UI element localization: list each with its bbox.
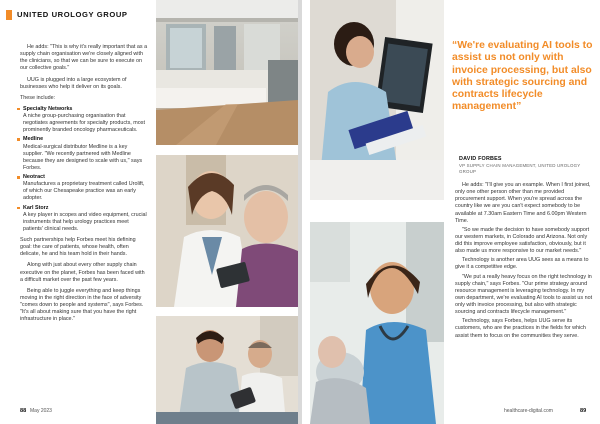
list-item [20, 174, 148, 203]
paragraph: He adds: "This is why it's really important that as a supply chain organisation we're closely aligned with the clinicians, so that we can be sure to execute on our collective goals." [20, 44, 148, 72]
left-text-column [20, 44, 148, 327]
quote-author-role: VP SUPPLY CHAIN MANAGEMENT, UNITED UROLOGY GROUP [459, 163, 581, 174]
list-item-title: Karl Storz [23, 204, 49, 211]
section-marker [6, 10, 12, 20]
list-item-title: Specialty Networks [23, 105, 73, 112]
section-title: UNITED UROLOGY GROUP [17, 10, 128, 19]
issue-date: May 2023 [30, 408, 52, 414]
quote-author: DAVID FORBES [459, 156, 502, 162]
partner-list [20, 106, 148, 233]
clinician-computer-photo [310, 0, 444, 200]
list-item-text: Medical-surgical distributor Medline is a key supplier. "We recently partnered with Medline because they are designed to scale with us," says Forbes. [23, 143, 143, 171]
list-item-text: A key player in scopes and video equipment, crucial instruments that help urology practices meet patients' clinical needs. [23, 211, 147, 232]
page-number: 88 [20, 408, 27, 414]
right-page [302, 0, 600, 424]
paragraph: "We put a really heavy focus on the right technology in supply chain," says Forbes. "Our prime strategy around resource management is leveraging technology. In my own department, we're evaluating AI tools to assist us not only with invoice processing, but also with strategic sourcing and contracts lifecycle management." [455, 273, 593, 316]
left-page [0, 0, 298, 424]
page-number: 89 [580, 408, 587, 414]
list-item-title: Neotract [23, 174, 45, 180]
paragraph: "So we made the decision to have somebody support our western markets, in Colorado and Arizona. Not only did this improve employee satisfaction, obviously, but it also made us more responsive to our market needs." [455, 226, 590, 255]
paragraph: UUG is plugged into a large ecosystem of businesses who help it deliver on its goals. [20, 76, 127, 90]
paragraph: Technology, says Forbes, helps UUG serve its customers, who are the practices in the fields for which assist them to focus on the communities they serve. [455, 318, 586, 339]
paragraph: Along with just about every other supply chain executive on the planet, Forbes has been faced with a difficult market over the past few years. [20, 262, 145, 283]
pull-quote: “We're evaluating AI tools to assist us not only with invoice processing, but also with strategic sourcing and contracts lifecycle management” [452, 40, 593, 113]
paragraph: Being able to juggle everything and keep things moving in the right direction in the face of adversity "comes down to people and systems", says Forbes. "It's all about making sure that you have the right infrastructure in place." [20, 287, 144, 323]
list-item-text: Manufactures a proprietary treatment called Urolift, of which our Chesapeake practice was an early adopter. [23, 181, 145, 202]
paragraph: He adds: "I'll give you an example. When I first joined, only one other person other than me provided procurement support. When you're spread across the country like we are you can't expect somebody to be available at 7.30am Eastern Time and 6.00pm Western Time. [455, 182, 591, 224]
list-item-text: A niche group-purchasing organisation that negotiates agreements for specialty products, most prominently branded oncology pharmaceuticals. [23, 113, 145, 134]
consultation-photo [156, 316, 298, 424]
list-item-title: Medline [23, 136, 44, 143]
paragraph: These include: [20, 94, 56, 101]
paragraph: Such partnerships help Forbes meet his defining goal: the care of patients, whose health, often delicate, he and his team hold in their hands. [20, 237, 136, 258]
website-url: healthcare-digital.com [504, 408, 553, 414]
right-text-column [455, 182, 595, 342]
list-item [20, 136, 148, 172]
list-item [20, 205, 148, 234]
paragraph: Technology is another area UUG sees as a means to give it a competitive edge. [455, 257, 589, 271]
doctor-patient-photo [156, 155, 298, 307]
clinic-corridor-photo [156, 0, 298, 145]
list-item [20, 106, 148, 135]
nurse-patient-photo [310, 222, 444, 424]
